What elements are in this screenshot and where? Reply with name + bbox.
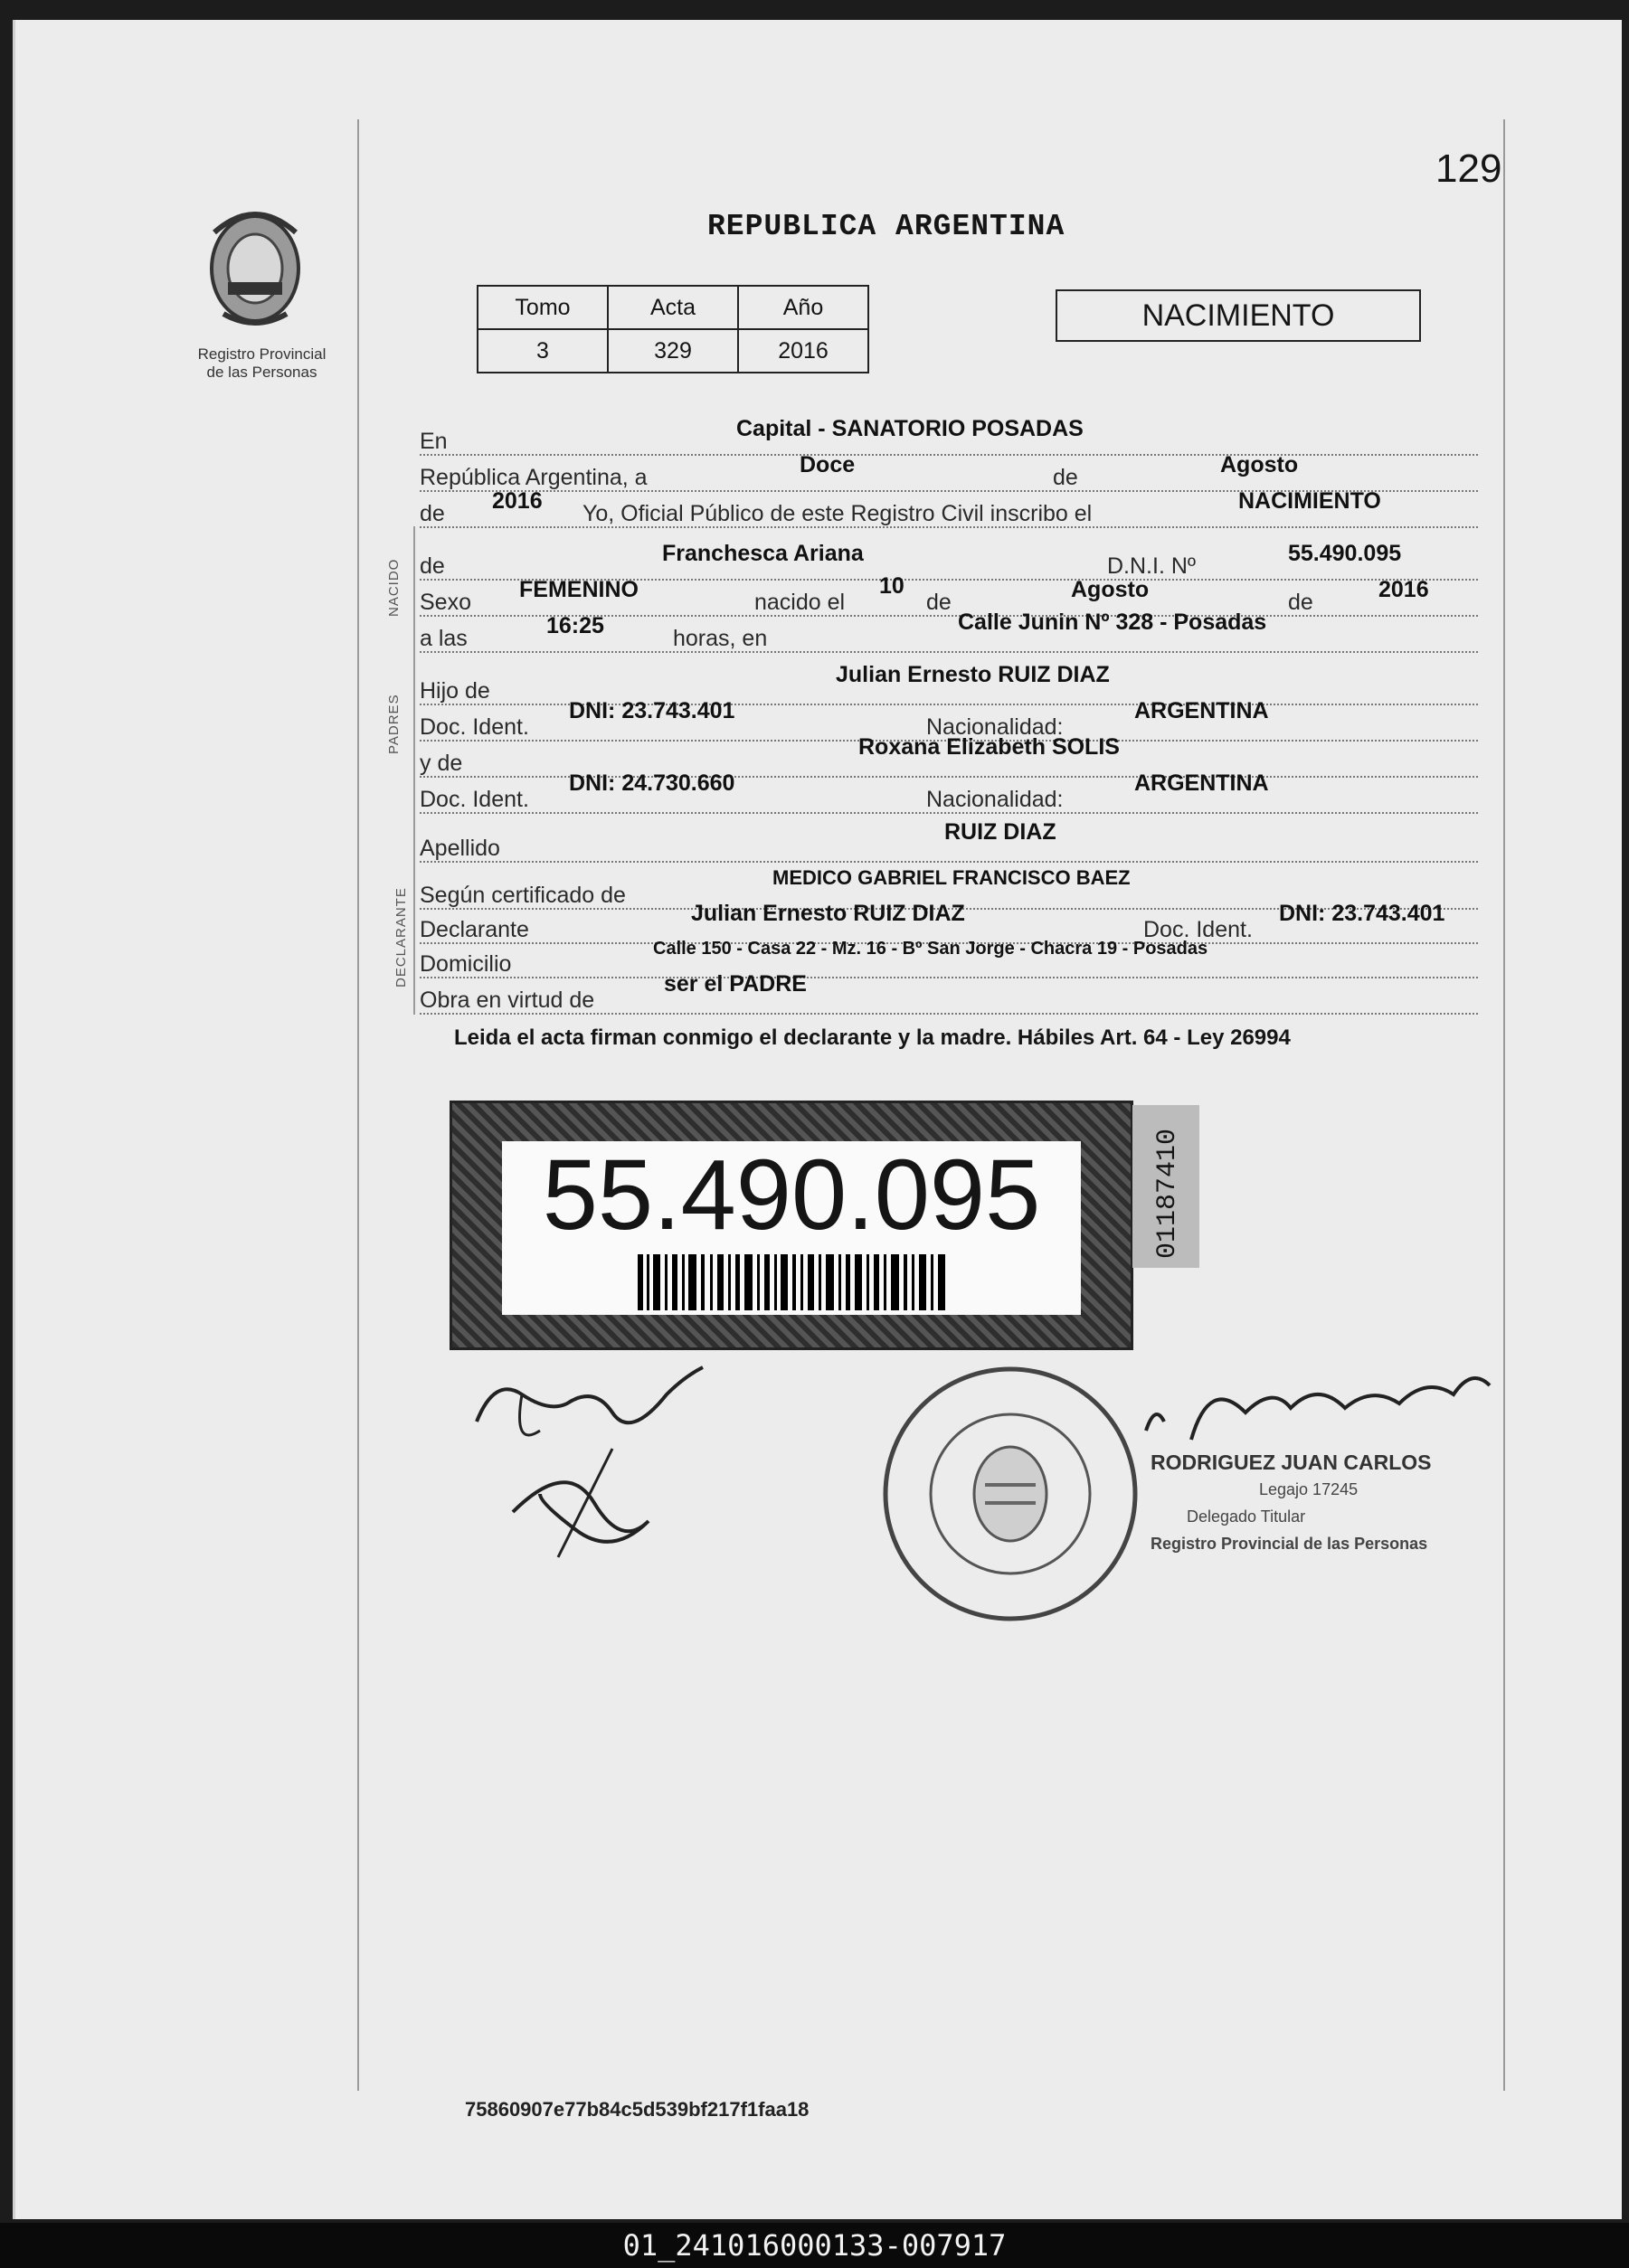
value-nombre: Franchesca Ariana (662, 541, 864, 566)
value-certificado: MEDICO GABRIEL FRANCISCO BAEZ (772, 866, 1131, 889)
value-nac-mes: Agosto (1071, 577, 1150, 602)
row-inscribe: de 2016 Yo, Oficial Público de este Registro Civil inscribo el NACIMIENTO (420, 490, 1478, 528)
value-dia: Doce (800, 452, 856, 477)
value-anio: 2016 (492, 488, 543, 514)
value-mes: Agosto (1220, 452, 1299, 477)
officer-name: RODRIGUEZ JUAN CARLOS (1151, 1451, 1432, 1474)
section-label-nacido: NACIDO (386, 558, 402, 617)
value-domicilio: Calle 150 - Casa 22 - Mz. 16 - Bº San Jorge - Chacra 19 - Posadas (653, 939, 1208, 959)
document-page (13, 20, 1622, 2219)
row-declarante: Declarante Julian Ernesto RUIZ DIAZ Doc. Ident. DNI: 23.743.401 (420, 906, 1478, 944)
section-label-declarante: DECLARANTE (393, 887, 409, 988)
value-declarante: Julian Ernesto RUIZ DIAZ (691, 901, 965, 926)
officer-block (1151, 1449, 1476, 1557)
signature-officer-icon (1137, 1358, 1499, 1458)
row-padre: Hijo de Julian Ernesto RUIZ DIAZ (420, 667, 1478, 705)
ref-value-anio: 2016 (738, 329, 868, 373)
officer-role: Delegado Titular (1187, 1507, 1306, 1526)
seal-label (502, 1141, 1081, 1315)
seal-number: 55.490.095 (542, 1139, 1041, 1251)
value-madre-doc: DNI: 24.730.660 (569, 770, 735, 796)
ref-header-acta: Acta (608, 286, 738, 329)
row-obra: Obra en virtud de ser el PADRE (420, 977, 1478, 1015)
value-padre-doc: DNI: 23.743.401 (569, 698, 735, 723)
value-nac-dia: 10 (879, 573, 904, 599)
value-declarante-doc: DNI: 23.743.401 (1279, 901, 1445, 926)
province-coat-of-arms-icon (187, 196, 323, 332)
margin-line (357, 119, 359, 2091)
row-hora: a las 16:25 horas, en Calle Junin Nº 328 - Posadas (420, 615, 1478, 653)
row-sexo: Sexo FEMENINO nacido el 10 de Agosto de 2016 (420, 579, 1478, 617)
value-lugar: Capital - SANATORIO POSADAS (736, 416, 1084, 441)
officer-org: Registro Provincial de las Personas (1151, 1535, 1428, 1553)
value-obra: ser el PADRE (664, 971, 807, 997)
row-apellido: Apellido RUIZ DIAZ (420, 825, 1478, 863)
officer-legajo: Legajo 17245 (1259, 1480, 1359, 1498)
section-rule (413, 526, 415, 1015)
seal-serial: 01187410 (1152, 1128, 1183, 1259)
closing-note: Leida el acta firman conmigo el declarante y la madre. Hábiles Art. 64 - Ley 26994 (454, 1025, 1291, 1050)
reference-table (477, 285, 869, 373)
ref-header-tomo: Tomo (478, 286, 608, 329)
value-madre-nac: ARGENTINA (1134, 770, 1269, 796)
signature-declarante-icon (459, 1340, 730, 1575)
row-certificado: Según certificado de MEDICO GABRIEL FRANCISCO BAEZ (420, 872, 1478, 910)
barcode-icon (638, 1254, 945, 1310)
value-padre-nac: ARGENTINA (1134, 698, 1269, 723)
registry-stamp-icon (875, 1358, 1146, 1630)
security-seal (450, 1101, 1133, 1350)
ref-value-tomo: 3 (478, 329, 608, 373)
row-nombre: de Franchesca Ariana D.N.I. Nº 55.490.095 (420, 543, 1478, 581)
footer-id: 01_241016000133-007917 (0, 2223, 1629, 2268)
value-lugar-nac: Calle Junin Nº 328 - Posadas (958, 610, 1267, 635)
country-title: REPUBLICA ARGENTINA (707, 210, 1065, 243)
value-padre: Julian Ernesto RUIZ DIAZ (836, 662, 1110, 687)
ref-header-anio: Año (738, 286, 868, 329)
row-fecha: República Argentina, a Doce de Agosto (420, 454, 1478, 492)
row-madre-doc: Doc. Ident. DNI: 24.730.660 Nacionalidad: ARGENTINA (420, 776, 1478, 814)
section-label-padres: PADRES (386, 694, 402, 754)
registry-caption: Registro Provincial de las Personas (197, 345, 327, 381)
row-madre: y de Roxana Elizabeth SOLIS (420, 740, 1478, 778)
row-domicilio: Domicilio Calle 150 - Casa 22 - Mz. 16 - Bº San Jorge - Chacra 19 - Posadas (420, 940, 1478, 978)
record-type-box: NACIMIENTO (1056, 289, 1421, 342)
seal-serial-strip (1132, 1105, 1199, 1268)
value-madre: Roxana Elizabeth SOLIS (858, 734, 1120, 760)
row-padre-doc: Doc. Ident. DNI: 23.743.401 Nacionalidad: ARGENTINA (420, 704, 1478, 742)
value-dni: 55.490.095 (1288, 541, 1402, 566)
margin-line-right (1503, 119, 1505, 2091)
row-lugar: En Capital - SANATORIO POSADAS (420, 418, 1478, 456)
ref-value-acta: 329 (608, 329, 738, 373)
page-number: 129 (1435, 146, 1502, 191)
document-hash: 75860907e77b84c5d539bf217f1faa18 (465, 2098, 810, 2121)
value-apellido: RUIZ DIAZ (944, 819, 1056, 845)
value-nac-anio: 2016 (1378, 577, 1429, 602)
value-inscribe: NACIMIENTO (1238, 488, 1381, 514)
value-hora: 16:25 (546, 613, 604, 638)
value-sexo: FEMENINO (519, 577, 639, 602)
